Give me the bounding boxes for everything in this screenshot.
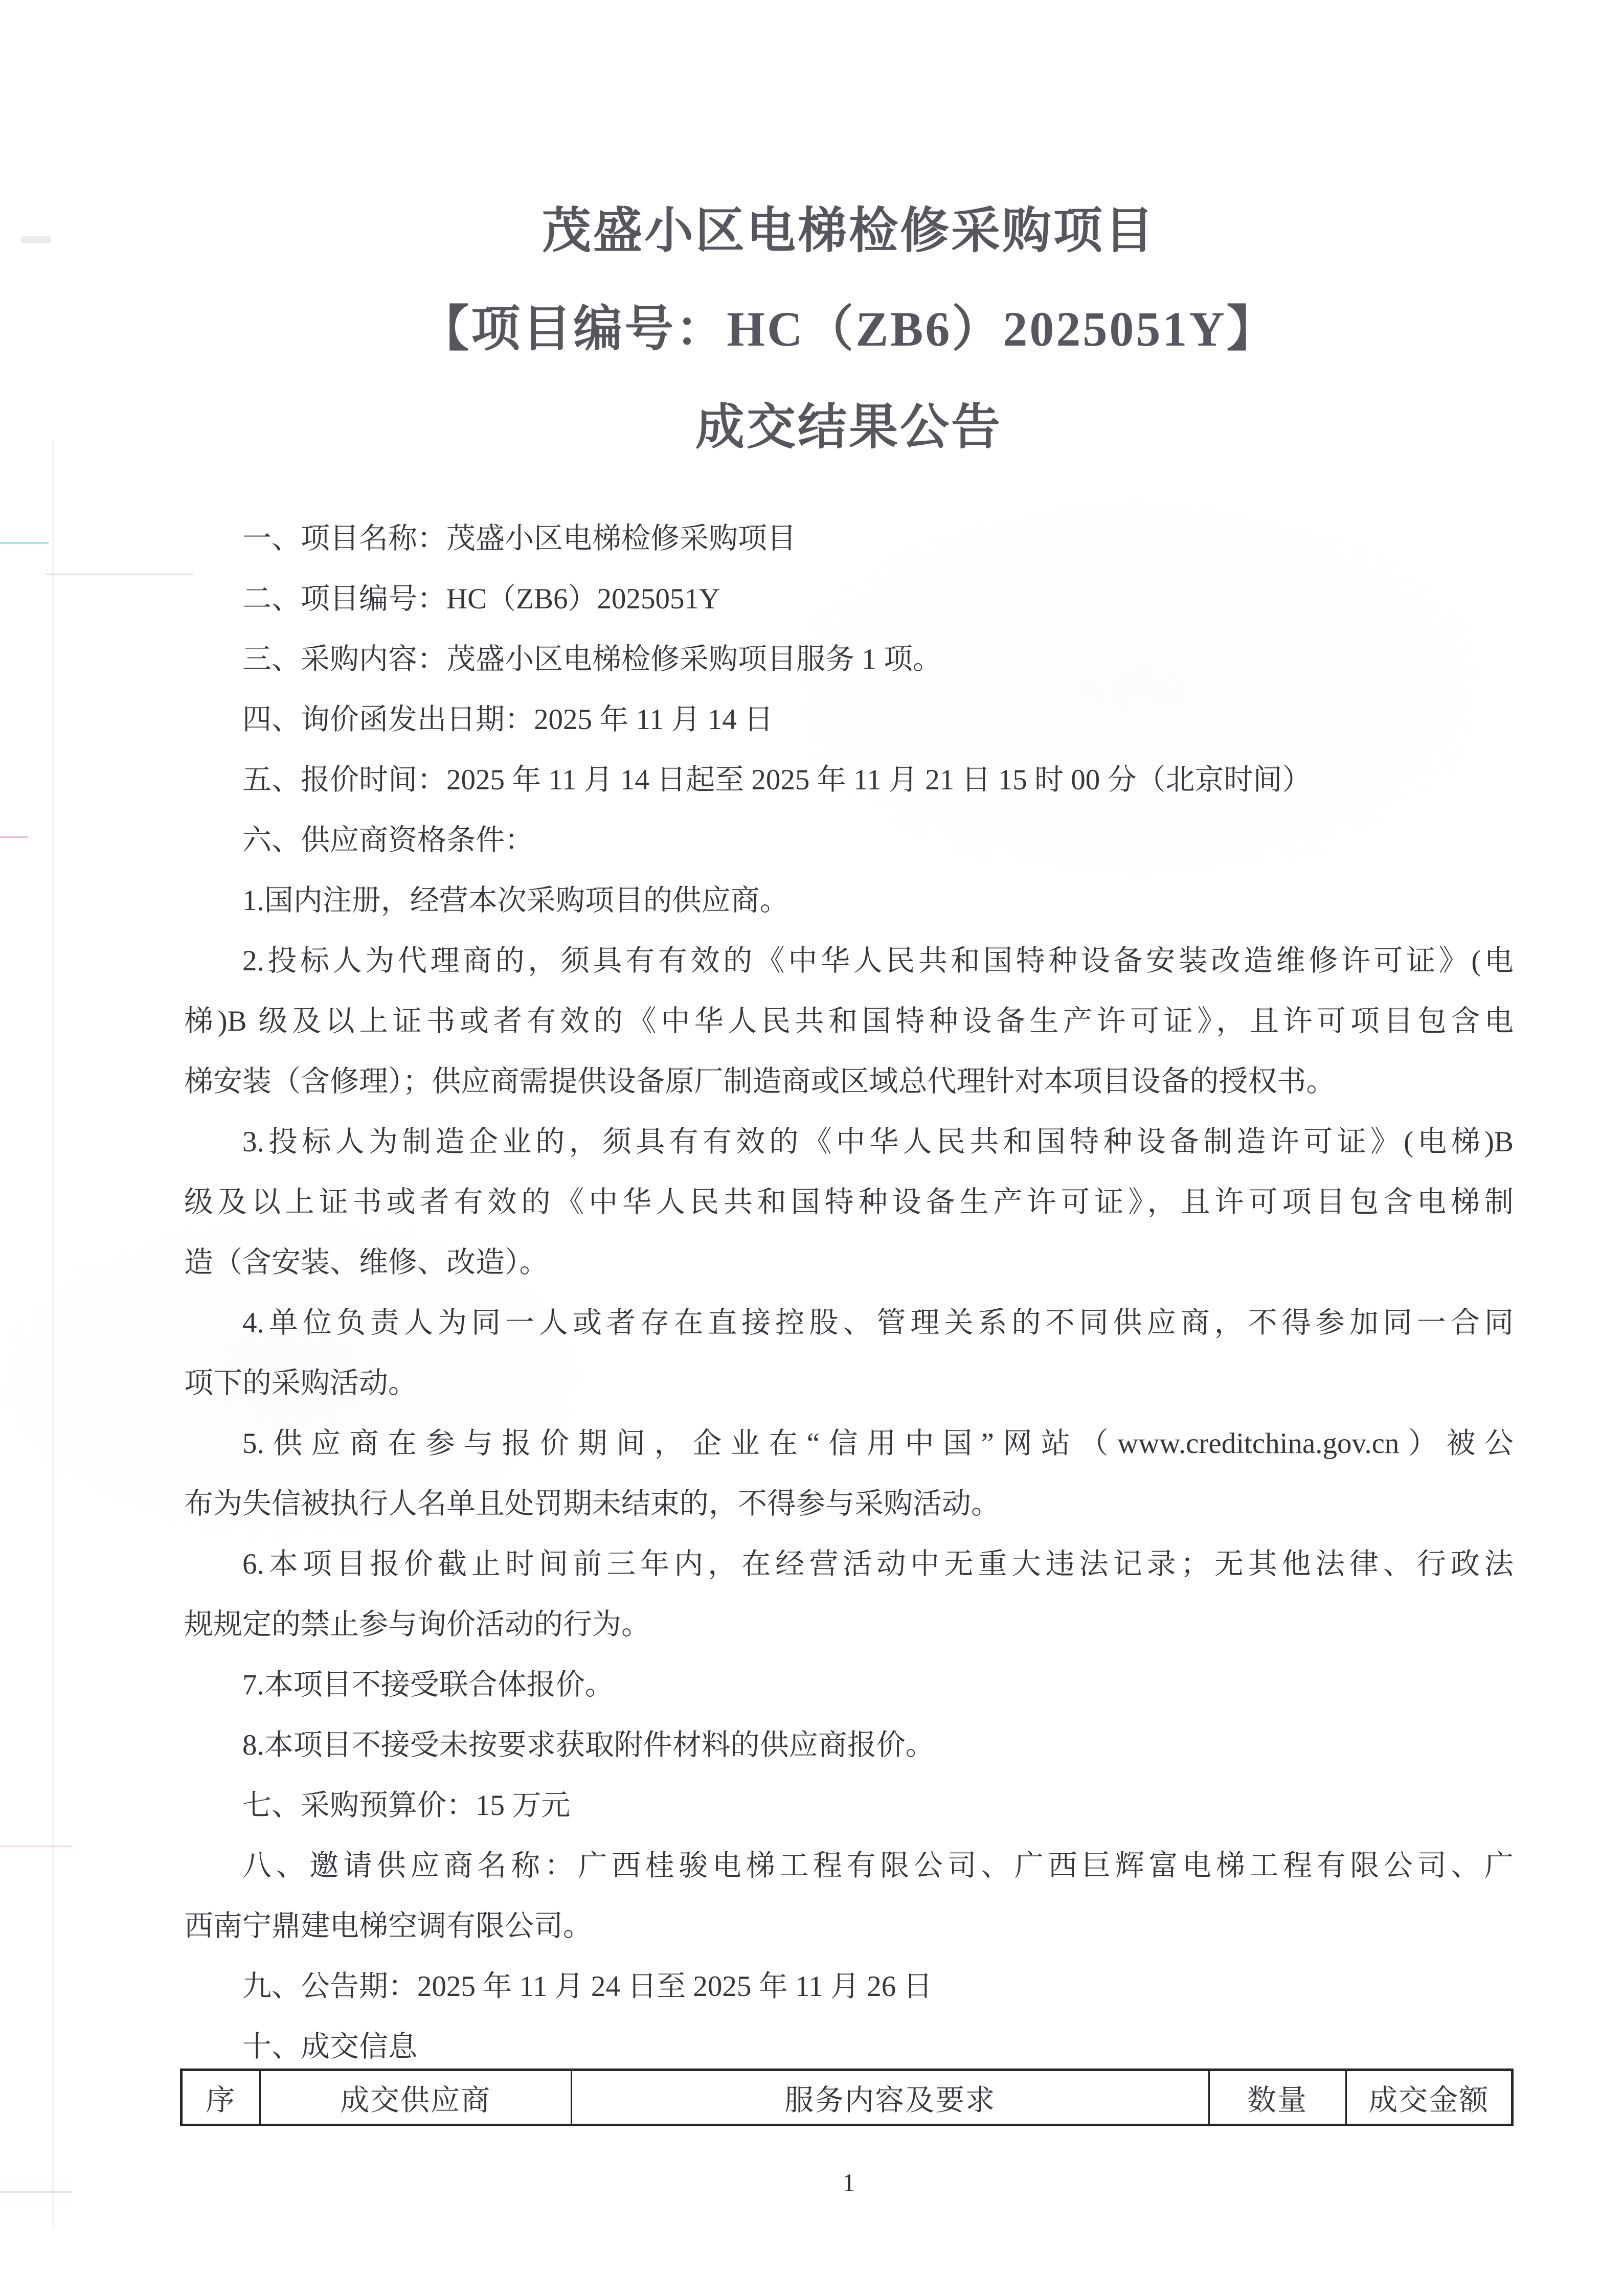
body-line: 四、询价函发出日期：2025 年 11 月 14 日 [242,703,774,736]
body-line: 五、报价时间：2025 年 11 月 14 日起至 2025 年 11 月 21 日 15 时 00 分（北京时间） [242,764,1312,796]
deal-info-table [180,2068,1514,2126]
table-header-cell: 成交金额 [1346,2070,1512,2125]
body-line: 1.国内注册，经营本次采购项目的供应商。 [242,884,789,917]
body-line: 七、采购预算价：15 万元 [242,1789,571,1822]
body-line: 4.单位负责人为同一人或者存在直接控股、管理关系的不同供应商，不得参加同一合同 [242,1307,1514,1339]
scan-smudge-artifact [20,236,51,243]
table-header-cell: 序 [182,2070,260,2125]
document-title: 茂盛小区电梯检修采购项目 [542,203,1156,258]
body-line: 梯安装（含修理）；供应商需提供设备原厂制造商或区域总代理针对本项目设备的授权书。 [184,1065,1336,1098]
body-line: 梯)B 级及以上证书或者有效的《中华人民共和国特种设备生产许可证》，且许可项目包含电 [184,1005,1514,1037]
body-line: 级及以上证书或者有效的《中华人民共和国特种设备生产许可证》，且许可项目包含电梯制 [184,1186,1514,1218]
scan-streak-artifact [52,440,54,2229]
body-line: 六、供应商资格条件： [242,824,534,856]
table-header-cell: 成交供应商 [260,2070,571,2125]
body-line: 规规定的禁止参与询价活动的行为。 [184,1608,650,1641]
body-line: 九、公告期：2025 年 11 月 24 日至 2025 年 11 月 26 日 [242,1970,933,2003]
body-line: 三、采购内容：茂盛小区电梯检修采购项目服务 1 项。 [242,643,942,675]
announcement-type-title: 成交结果公告 [695,400,1002,454]
body-line: 八、邀请供应商名称：广西桂骏电梯工程有限公司、广西巨辉富电梯工程有限公司、广 [242,1850,1514,1882]
body-line: 项下的采购活动。 [184,1367,417,1399]
scan-line-artifact [0,836,28,838]
body-line: 二、项目编号：HC（ZB6）2025051Y [242,583,720,615]
body-line: 2.投标人为代理商的，须具有有效的《中华人民共和国特种设备安装改造维修许可证》(电 [242,945,1514,977]
body-line: 布为失信被执行人名单且处罚期未结束的，不得参与采购活动。 [184,1488,1000,1520]
body-line: 造（含安装、维修、改造）。 [184,1246,549,1279]
body-line: 一、项目名称：茂盛小区电梯检修采购项目 [242,522,796,555]
scan-line-artifact [0,2191,72,2193]
body-line: 7.本项目不接受联合体报价。 [242,1669,614,1701]
project-number-title: 【项目编号：HC（ZB6）2025051Y】 [420,302,1278,356]
table-header-row [182,2070,1513,2125]
body-line: 西南宁鼎建电梯空调有限公司。 [184,1910,592,1942]
body-line: 3.投标人为制造企业的，须具有有效的《中华人民共和国特种设备制造许可证》(电梯)B [242,1126,1514,1158]
table-header-cell: 服务内容及要求 [571,2070,1209,2125]
scan-line-artifact [0,1846,72,1847]
scan-line-artifact [0,542,49,544]
body-line: 十、成交信息 [242,2031,417,2063]
body-line: 8.本项目不接受未按要求获取附件材料的供应商报价。 [242,1729,935,1761]
page-number: 1 [842,2168,855,2197]
body-line: 6.本项目报价截止时间前三年内，在经营活动中无重大违法记录；无其他法律、行政法 [242,1548,1514,1580]
document-body [184,509,1514,2077]
body-line: 5.供应商在参与报价期间，企业在“信用中国”网站（www.creditchina.gov.cn）被公 [242,1427,1514,1460]
table-header-cell: 数量 [1209,2070,1346,2125]
scan-line-artifact [45,574,193,575]
document-title-block [184,182,1514,476]
